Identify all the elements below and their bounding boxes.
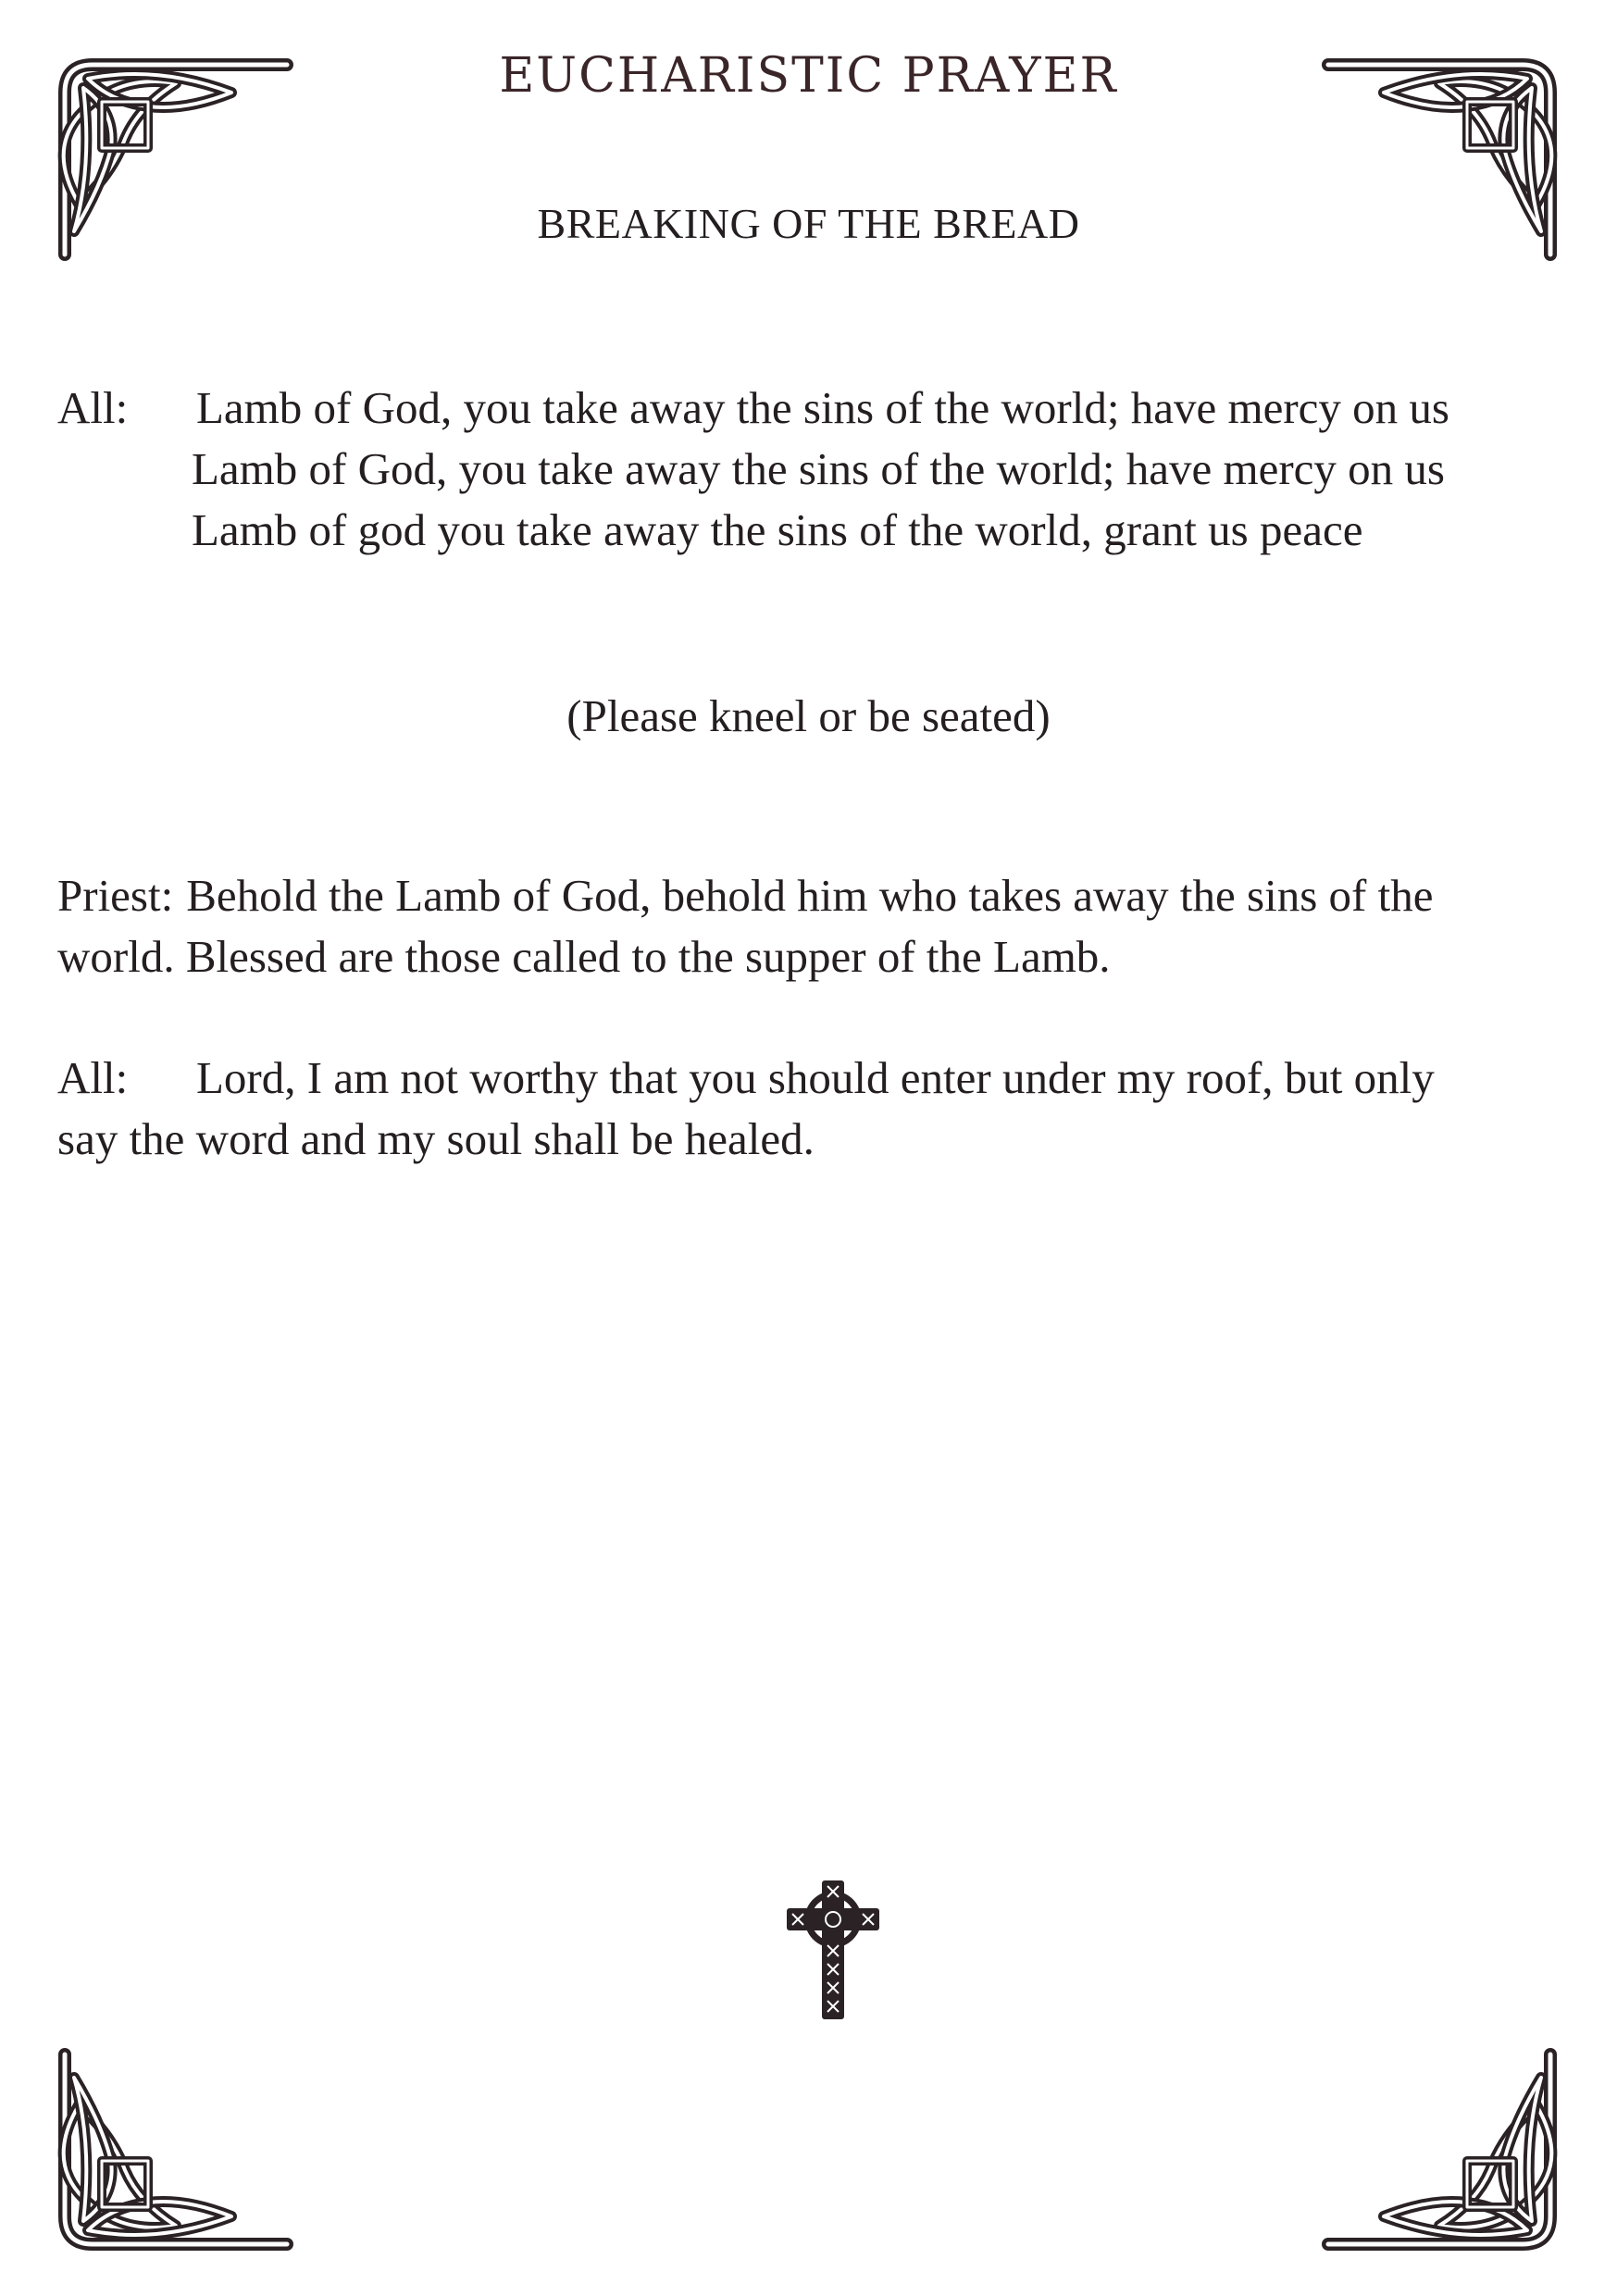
speaker-label-all-response: All: <box>57 1052 129 1103</box>
speaker-label-priest: Priest: <box>57 870 174 921</box>
section-title: BREAKING OF THE BREAD <box>537 200 1080 247</box>
celtic-cross-icon <box>787 1880 879 2019</box>
lamb-of-god-line-3: Lamb of god you take away the sins of the world, grant us peace <box>192 504 1363 555</box>
celtic-knot-corner-bottom-left-icon <box>37 2031 315 2272</box>
response-line-1: Lord, I am not worthy that you should enter under my roof, but only <box>196 1052 1435 1103</box>
celtic-knot-corner-bottom-right-icon <box>1300 2031 1578 2272</box>
response-line-2: say the word and my soul shall be healed. <box>57 1113 815 1164</box>
priest-line-2: world. Blessed are those called to the supper of the Lamb. <box>57 931 1111 982</box>
page-header-title: EUCHARISTIC PRAYER <box>499 48 1118 104</box>
lamb-of-god-line-2: Lamb of God, you take away the sins of the world; have mercy on us <box>192 443 1445 494</box>
response-paragraph <box>57 1048 1557 1170</box>
rubric-instruction: (Please kneel or be seated) <box>566 690 1051 741</box>
priest-line-1: Behold the Lamb of God, behold him who takes away the sins of the <box>186 870 1434 921</box>
speaker-label-all: All: <box>57 382 129 433</box>
lamb-of-god-line-1: Lamb of God, you take away the sins of the world; have mercy on us <box>196 382 1449 433</box>
priest-paragraph <box>57 865 1557 987</box>
